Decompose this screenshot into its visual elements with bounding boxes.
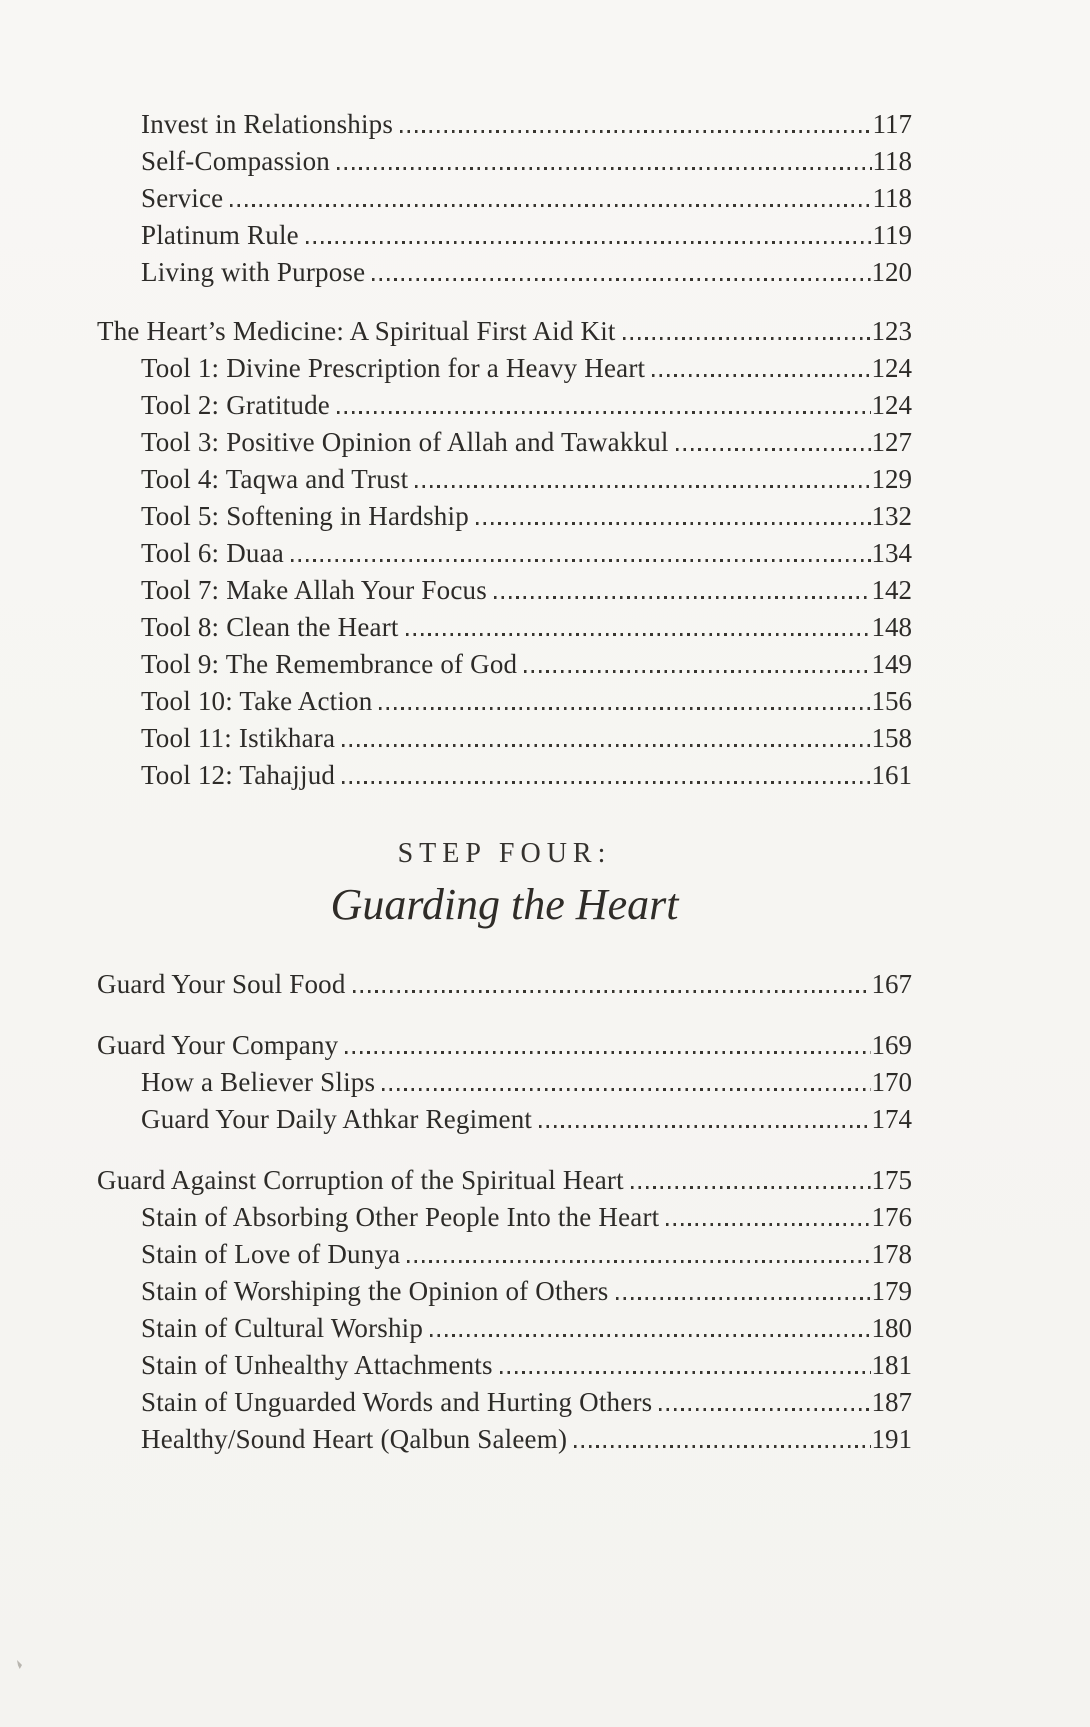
toc-entry (97, 1101, 912, 1138)
toc-entry-label: Tool 12: Tahajjud (141, 760, 336, 790)
toc-entry-label: Tool 5: Softening in Hardship (141, 501, 469, 531)
dot-leader (337, 167, 872, 170)
toc-entry-label: Tool 2: Gratitude (141, 390, 330, 420)
toc-entry-page: 149 (871, 649, 912, 679)
dot-leader (676, 448, 871, 451)
toc-entry-page: 167 (871, 969, 912, 999)
toc-entry-label: Tool 1: Divine Prescription for a Heavy Heart (141, 353, 646, 383)
toc-entry (97, 720, 912, 757)
toc-entry-page: 117 (872, 109, 912, 139)
toc-entry (97, 572, 912, 609)
toc-entry-page: 191 (871, 1424, 912, 1454)
scan-speck (17, 1660, 22, 1669)
toc-entry (97, 1236, 912, 1273)
toc-entry-page: 169 (871, 1030, 912, 1060)
toc-entry (97, 424, 912, 461)
toc-entry-label: Guard Your Company (97, 1030, 339, 1060)
toc-entry-page: 181 (871, 1350, 912, 1380)
dot-leader (574, 1445, 870, 1448)
toc-entry-page: 178 (871, 1239, 912, 1269)
toc-entry-label: Stain of Cultural Worship (141, 1313, 424, 1343)
dot-leader (407, 1260, 870, 1263)
toc-entry-page: 161 (871, 760, 912, 790)
dot-leader (379, 707, 870, 710)
dot-leader (539, 1125, 870, 1128)
toc-entry-label: Platinum Rule (141, 220, 299, 250)
toc-entry (97, 387, 912, 424)
toc-entry-page: 148 (871, 612, 912, 642)
toc-block (97, 966, 912, 1003)
dot-leader (415, 485, 870, 488)
toc-entry-page: 187 (871, 1387, 912, 1417)
toc-entry (97, 350, 912, 387)
dot-leader (631, 1186, 871, 1189)
toc-entry (97, 646, 912, 683)
toc-entry-label: Stain of Unhealthy Attachments (141, 1350, 493, 1380)
dot-leader (372, 278, 870, 281)
toc-entry (97, 313, 912, 350)
toc-entry (97, 609, 912, 646)
toc-entry (97, 1027, 912, 1064)
toc-entry-page: 142 (871, 575, 912, 605)
dot-leader (337, 411, 871, 414)
dot-leader (623, 337, 871, 340)
toc-entry-page: 175 (871, 1165, 912, 1195)
toc-entry-page: 119 (872, 220, 912, 250)
toc-entry-label: Tool 8: Clean the Heart (141, 612, 399, 642)
toc-entry-label: The Heart’s Medicine: A Spiritual First Aid Kit (97, 316, 616, 346)
toc-block (97, 1027, 912, 1138)
dot-leader (476, 522, 871, 525)
toc-entry-page: 124 (871, 353, 912, 383)
toc-entry-page: 129 (871, 464, 912, 494)
toc-entry-label: Stain of Unguarded Words and Hurting Others (141, 1387, 653, 1417)
toc-entry (97, 1310, 912, 1347)
toc-list-top (97, 106, 912, 794)
dot-leader (230, 204, 871, 207)
toc-entry-label: How a Believer Slips (141, 1067, 376, 1097)
toc-entry (97, 254, 912, 291)
toc-entry-page: 156 (871, 686, 912, 716)
dot-leader (666, 1223, 870, 1226)
toc-entry-label: Living with Purpose (141, 257, 366, 287)
step-title: Guarding the Heart (330, 880, 679, 929)
dot-leader (659, 1408, 870, 1411)
toc-entry-page: 123 (871, 316, 912, 346)
toc-entry (97, 535, 912, 572)
step-label: STEP FOUR: (397, 838, 612, 869)
toc-entry-page: 174 (871, 1104, 912, 1134)
toc-entry (97, 498, 912, 535)
dot-leader (652, 374, 870, 377)
toc-entry-label: Tool 7: Make Allah Your Focus (141, 575, 487, 605)
toc-entry (97, 1347, 912, 1384)
toc-entry (97, 1421, 912, 1458)
toc-entry-page: 134 (871, 538, 912, 568)
toc-entry (97, 217, 912, 254)
toc-entry (97, 461, 912, 498)
dot-leader (291, 559, 871, 562)
dot-leader (400, 130, 871, 133)
toc-entry (97, 1384, 912, 1421)
toc-entry (97, 1199, 912, 1236)
dot-leader (345, 1051, 870, 1054)
toc-entry (97, 1273, 912, 1310)
toc-entry-label: Stain of Absorbing Other People Into the Heart (141, 1202, 660, 1232)
toc-entry-page: 180 (871, 1313, 912, 1343)
toc-entry (97, 966, 912, 1003)
toc-entry (97, 757, 912, 794)
toc-entry (97, 1064, 912, 1101)
toc-list-bottom (97, 966, 912, 1458)
toc-entry-label: Tool 4: Taqwa and Trust (141, 464, 409, 494)
toc-entry-label: Tool 10: Take Action (141, 686, 373, 716)
toc-entry-page: 118 (872, 146, 912, 176)
toc-entry-label: Tool 6: Duaa (141, 538, 284, 568)
toc-entry-label: Guard Against Corruption of the Spiritual Heart (97, 1165, 624, 1195)
toc-entry-label: Invest in Relationships (141, 109, 394, 139)
dot-leader (494, 596, 871, 599)
toc-entry-page: 124 (871, 390, 912, 420)
toc-entry-label: Stain of Love of Dunya (141, 1239, 401, 1269)
toc-block (97, 106, 912, 291)
dot-leader (382, 1088, 870, 1091)
toc-entry-label: Self-Compassion (141, 146, 330, 176)
toc-entry (97, 180, 912, 217)
section-heading (97, 834, 912, 936)
toc-entry-label: Tool 9: The Remembrance of God (141, 649, 518, 679)
toc-entry-label: Guard Your Daily Athkar Regiment (141, 1104, 533, 1134)
toc-entry-label: Tool 3: Positive Opinion of Allah and Tawakkul (141, 427, 669, 457)
toc-entry-label: Healthy/Sound Heart (Qalbun Saleem) (141, 1424, 568, 1454)
toc-entry-page: 158 (871, 723, 912, 753)
dot-leader (616, 1297, 871, 1300)
dot-leader (306, 241, 872, 244)
toc-entry-label: Stain of Worshiping the Opinion of Others (141, 1276, 609, 1306)
dot-leader (500, 1371, 871, 1374)
toc-block (97, 1162, 912, 1458)
dot-leader (406, 633, 871, 636)
toc-entry (97, 106, 912, 143)
dot-leader (430, 1334, 870, 1337)
toc-entry (97, 683, 912, 720)
toc-entry-page: 120 (871, 257, 912, 287)
toc-entry-page: 179 (871, 1276, 912, 1306)
toc-entry (97, 1162, 912, 1199)
toc-entry-page: 127 (871, 427, 912, 457)
toc-entry-page: 132 (871, 501, 912, 531)
toc-block (97, 313, 912, 794)
toc-entry-page: 118 (872, 183, 912, 213)
toc-entry-page: 170 (871, 1067, 912, 1097)
dot-leader (353, 990, 871, 993)
toc-entry-label: Service (141, 183, 224, 213)
toc-entry-label: Tool 11: Istikhara (141, 723, 336, 753)
toc-entry (97, 143, 912, 180)
dot-leader (342, 781, 870, 784)
toc-entry-label: Guard Your Soul Food (97, 969, 346, 999)
dot-leader (524, 670, 870, 673)
dot-leader (342, 744, 870, 747)
toc-entry-page: 176 (871, 1202, 912, 1232)
